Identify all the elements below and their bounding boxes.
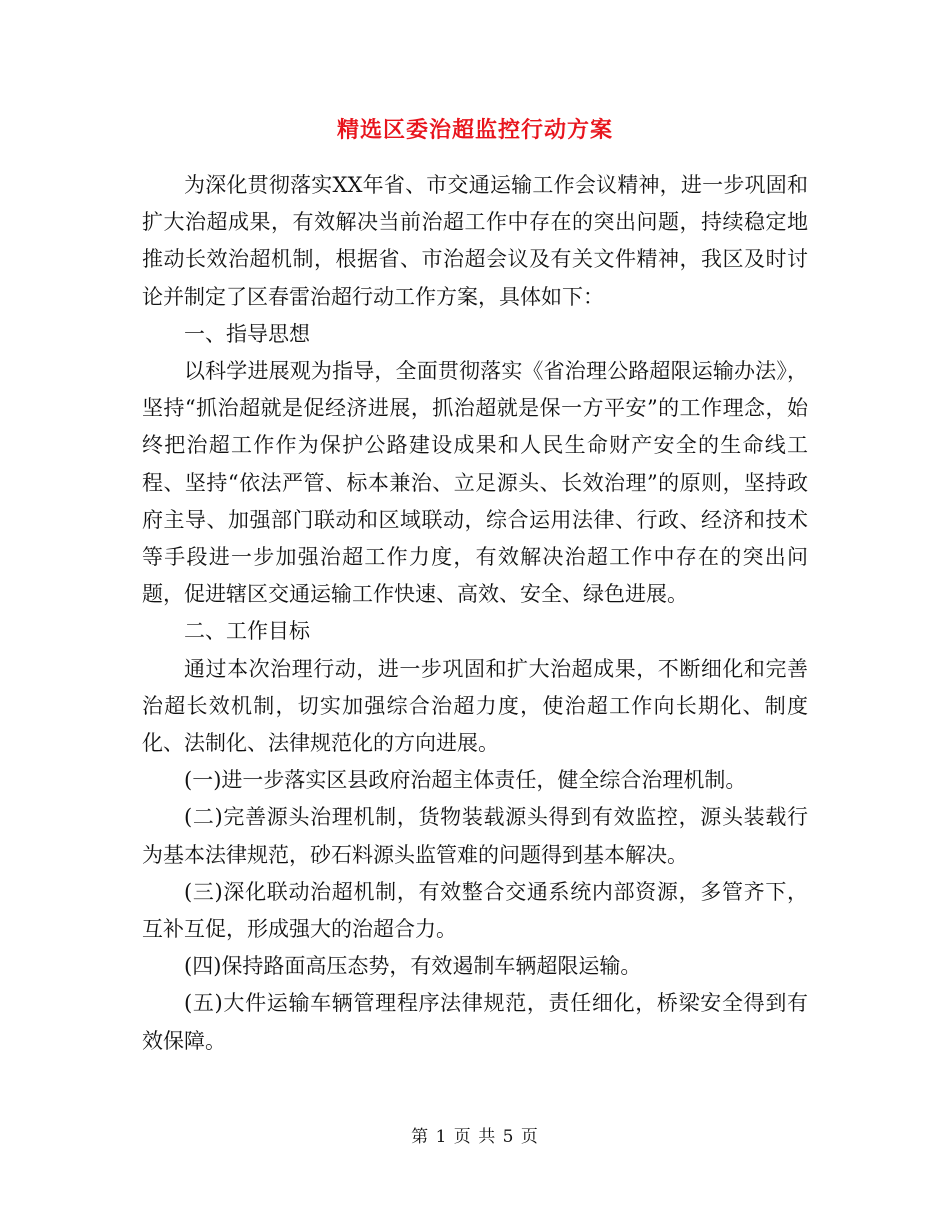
document-title: 精选区委治超监控行动方案	[336, 117, 613, 143]
section-heading-guiding-thought: 一、指导思想	[184, 321, 310, 346]
guiding-thought-paragraph: 以科学进展观为指导，全面贯彻落实《省治理公路超限运输办法》，坚持“抓治超就是促经济进展，抓治超就是保一方平安”的工作理念，始终把治超工作作为保护公路建设成果和人民生命财产安全的生命线工程、坚持“依法严管、标本兼治、立足源头、长效治理”的原则，坚持政府主导、加强部门联动和区域联动，综合运用法律、行政、经济和技术等手段进一步加强治超工作力度，有效解决治超工作中存在的突出问题，促进辖区交通运输工作快速、高效、安全、绿色进展。	[142, 359, 808, 607]
document-body	[142, 167, 808, 1060]
goal-item-5: (五)大件运输车辆管理程序法律规范，责任细化，桥梁安全得到有效保障。	[142, 991, 808, 1053]
work-goals-paragraph: 通过本次治理行动，进一步巩固和扩大治超成果，不断细化和完善治超长效机制，切实加强综合治超力度，使治超工作向长期化、制度化、法制化、法律规范化的方向进展。	[142, 656, 808, 756]
goal-item-3: (三)深化联动治超机制，有效整合交通系统内部资源，多管齐下，互补互促，形成强大的治超合力。	[142, 879, 808, 942]
page-number-footer: 第 1 页 共 5 页	[411, 1127, 539, 1147]
goal-item-4: (四)保持路面高压态势，有效遏制车辆超限运输。	[184, 954, 642, 979]
goal-item-2: (二)完善源头治理机制，货物装载源头得到有效监控，源头装载行为基本法律规范，砂石料源头监管难的问题得到基本解决。	[142, 805, 808, 867]
intro-paragraph: 为深化贯彻落实XX年省、市交通运输工作会议精神，进一步巩固和扩大治超成果，有效解决当前治超工作中存在的突出问题，持续稳定地推动长效治超机制，根据省、市治超会议及有关文件精神，我区及时讨论并制定了区春雷治超行动工作方案，具体如下：	[142, 173, 808, 309]
section-heading-work-goals: 二、工作目标	[184, 619, 310, 644]
goal-item-1: (一)进一步落实区县政府治超主体责任，健全综合治理机制。	[184, 768, 747, 793]
